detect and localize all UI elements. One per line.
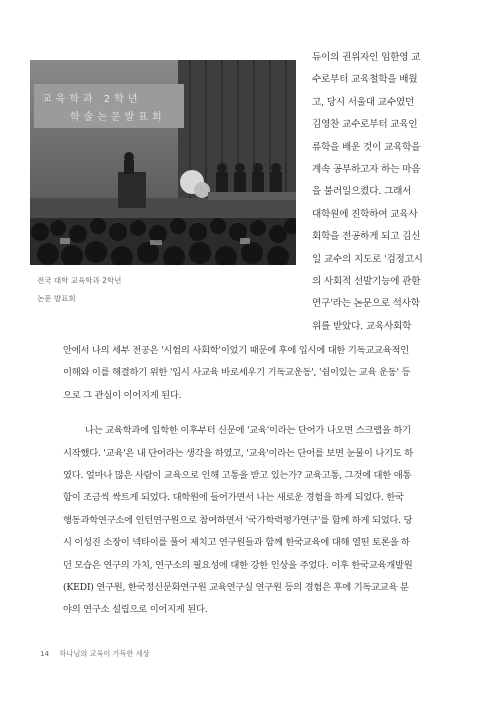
caption-line: 논문 발표회 [37, 294, 76, 303]
text-line: 을 불러일으켰다. 그래서 [312, 186, 412, 198]
text-line: 함이 조금씩 싹트게 되었다. 대학원에 들어가면서 나는 새로운 경험을 하게 되었다. 한국 [63, 492, 404, 504]
caption-line: 전국 대학 교육학과 2학년 [37, 276, 122, 285]
photo-caption [37, 272, 287, 308]
lecture-photo [30, 60, 296, 265]
text-line: 안에서 나의 세부 전공은 '시험의 사회학'이었기 때문에 후에 입시에 대한 기독교교육적인 [63, 345, 409, 356]
text-line: 수로부터 교육철학을 배웠 [312, 74, 418, 86]
banner-line-2: 학술논문발표회 [70, 112, 166, 123]
text-line: 류학을 배운 것이 교육학을 [312, 141, 421, 153]
text-line: 일 교수의 지도로 '검정고시 [312, 253, 423, 265]
paragraph-1 [63, 340, 473, 407]
text-line: 였다. 얼마나 많은 사람이 교육으로 인해 고통을 받고 있는가? 교육고통, 그것에 대한 애통 [63, 470, 412, 482]
text-line: 의 사회적 선발기능에 관한 [312, 276, 421, 288]
text-line: 대학원에 진학하여 교육사 [312, 208, 418, 220]
side-text-column [312, 47, 478, 338]
text-line: 계속 공부하고자 하는 마음 [312, 164, 421, 176]
text-line: 고, 당시 서울대 교수였던 [312, 96, 415, 108]
text-line: 행동과학연구소에 인턴연구원으로 참여하면서 '국가학력평가연구'를 함께 하게 되었다. 당 [63, 514, 413, 526]
body-text [63, 340, 473, 622]
text-line: 나는 교육학과에 입학한 이후부터 신문에 '교육'이라는 단어가 나오면 스크랩을 하기 [85, 425, 411, 437]
text-line: 이해와 이를 해결하기 위한 '입시 사교육 바로세우기 기독교운동', '쉼이있는 교육 운동' 등 [63, 367, 411, 379]
text-line: (KEDI) 연구원, 한국정신문화연구원 교육연구실 연구원 등의 경험은 후에 기독교교육 분 [63, 582, 409, 594]
running-title: 하나님의 교육이 가득한 세상 [59, 649, 150, 658]
text-line: 듀이의 권위자인 임한영 교 [312, 52, 421, 63]
text-line: 회학을 전공하게 되고 김신 [312, 231, 421, 243]
banner-line-1: 교육학과 2학년 [42, 94, 142, 105]
paragraph-2 [63, 420, 473, 622]
page-number: 14 [40, 649, 50, 658]
text-line: 김영찬 교수로부터 교육인 [312, 119, 418, 131]
text-line: 으로 그 관심이 이어지게 된다. [63, 389, 182, 401]
text-line: 던 모습은 연구의 가치, 연구소의 필요성에 대한 강한 인상을 주었다. 이후 한국교육개발원 [63, 559, 413, 571]
text-line: 야의 연구소 설립으로 이어지게 된다. [63, 604, 208, 616]
text-line: 시작했다. '교육'은 내 단어라는 생각을 하였고, '교육'이라는 단어를 보면 눈물이 나기도 하 [63, 447, 413, 459]
lecture-photo-image [30, 60, 296, 265]
text-line: 시 이성진 소장이 넥타이를 풀어 제치고 연구원들과 함께 한국교육에 대해 열띤 토론을 하 [63, 537, 410, 549]
page-footer [40, 649, 150, 659]
text-line: 연구'라는 논문으로 석사학 [312, 298, 420, 310]
text-line: 위를 받았다. 교육사회학 [312, 320, 412, 332]
